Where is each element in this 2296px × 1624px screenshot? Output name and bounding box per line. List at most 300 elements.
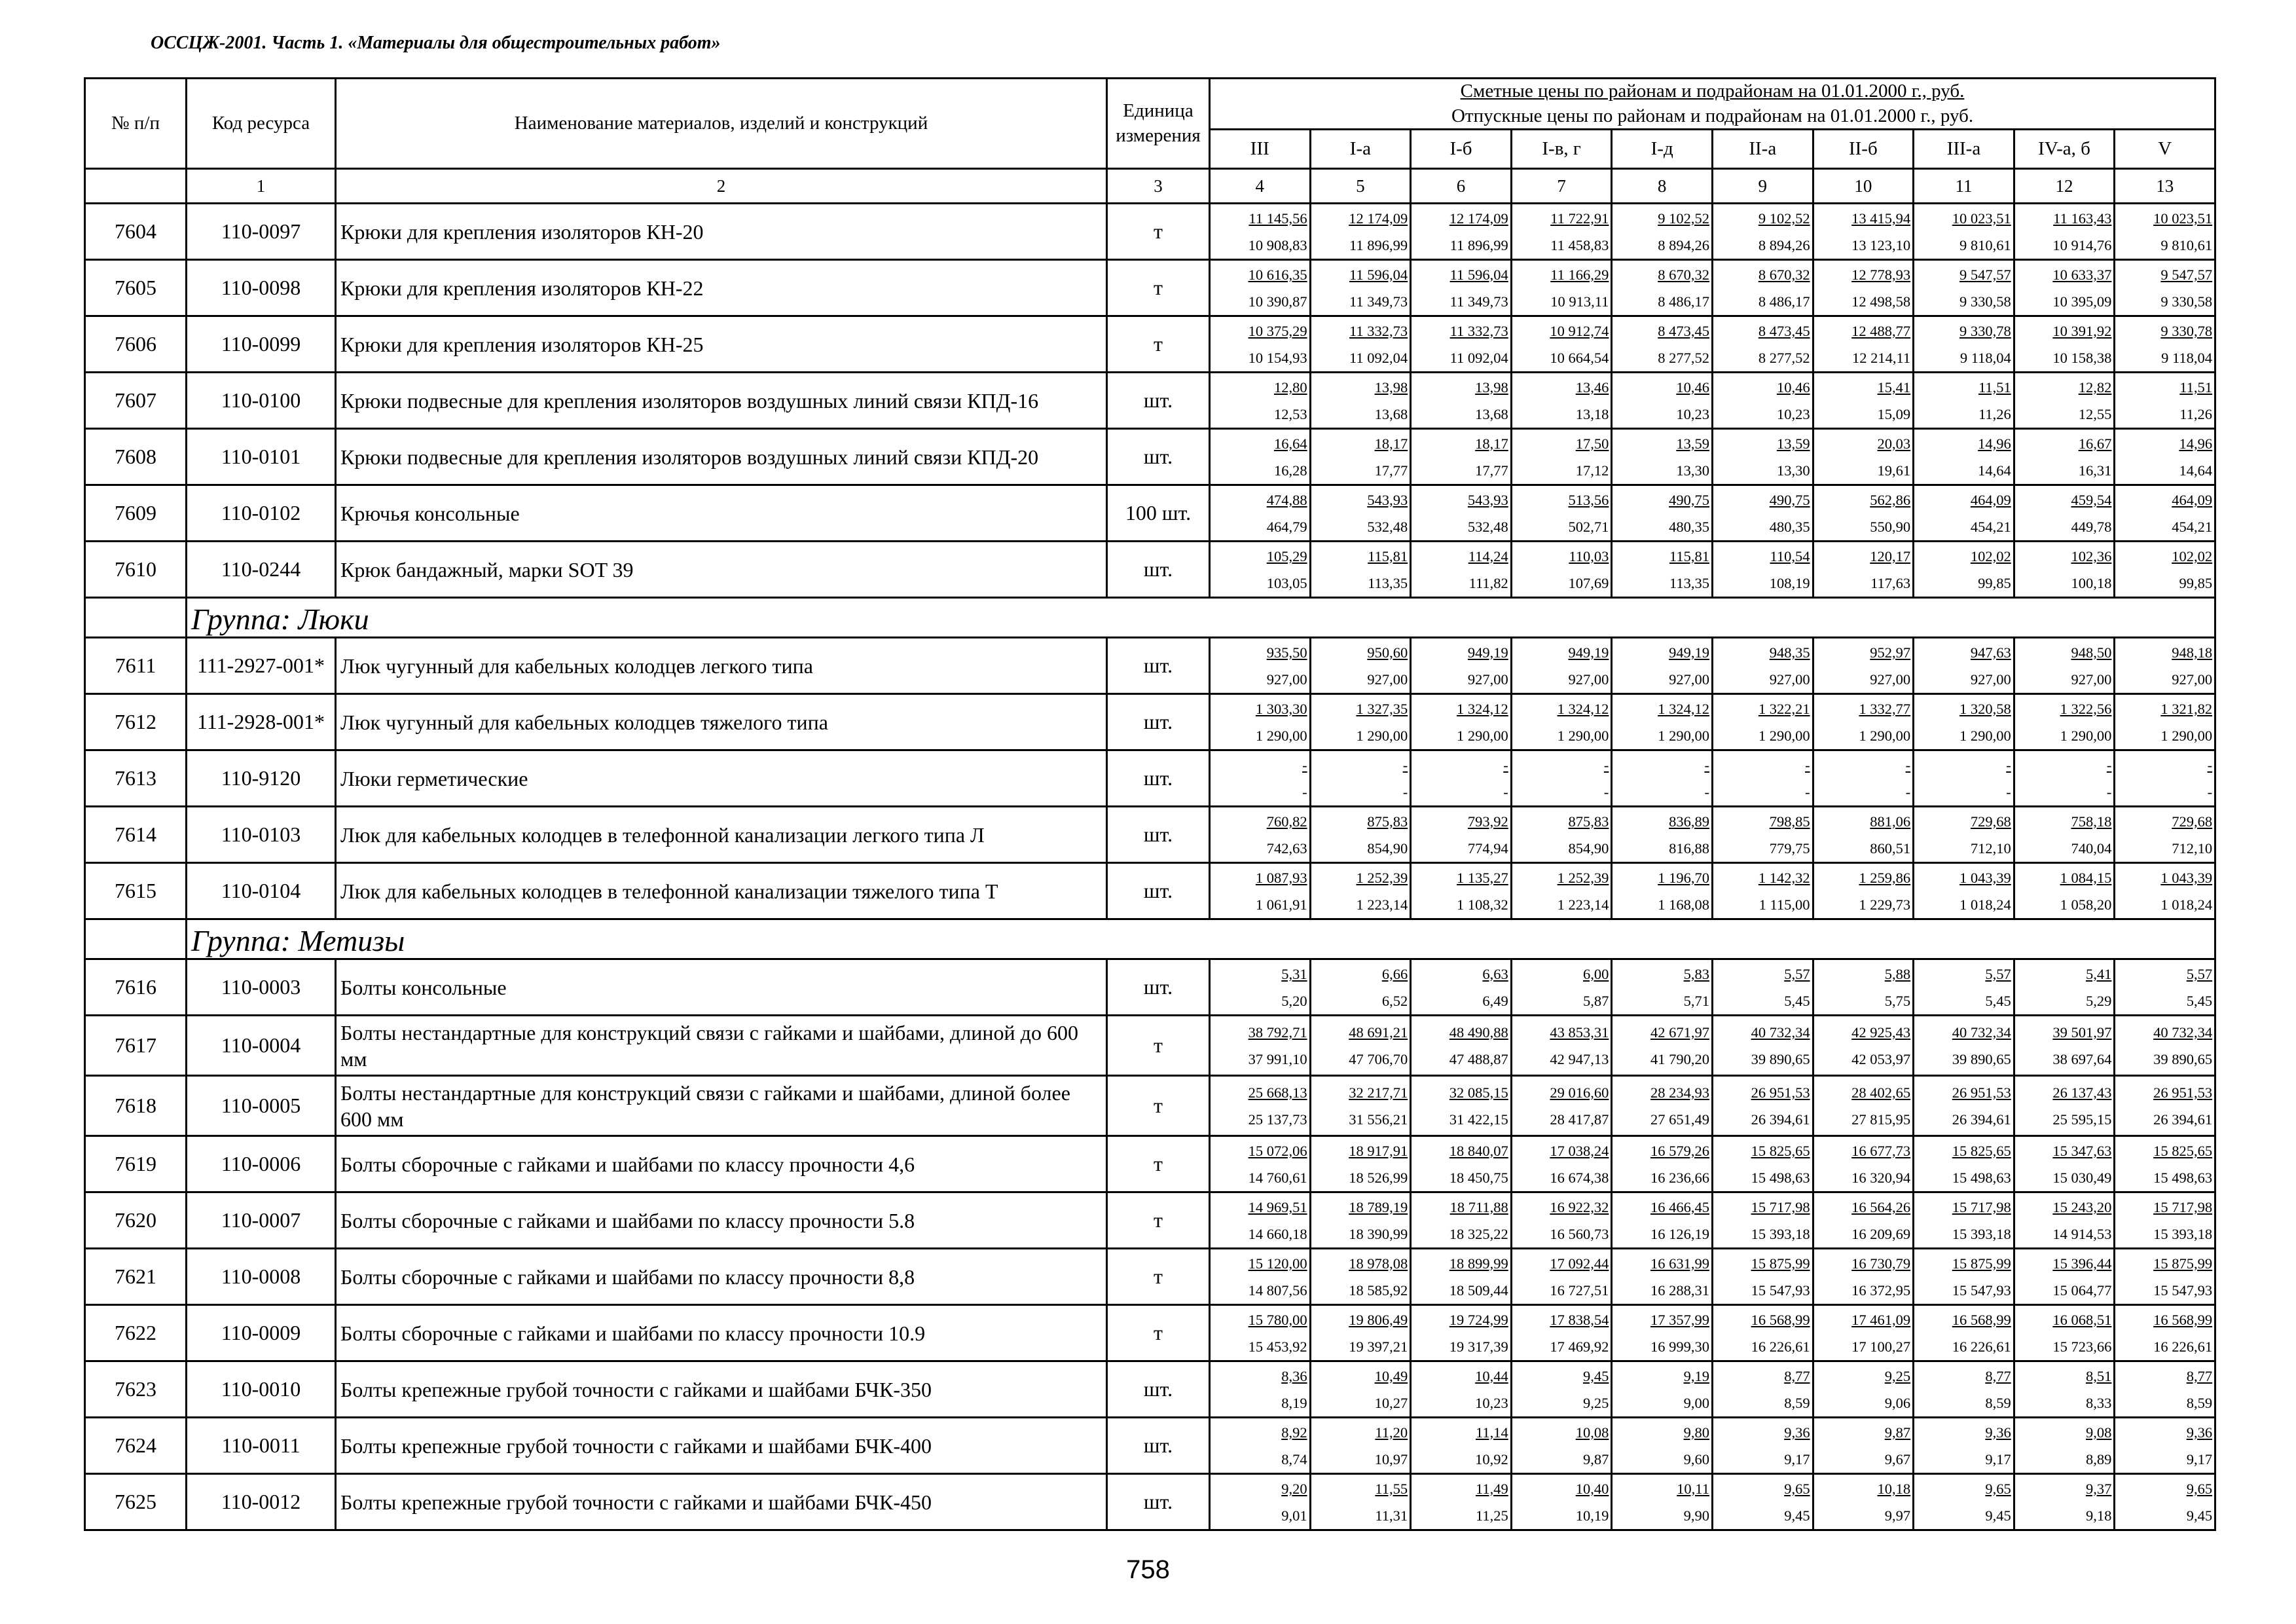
price-cell xyxy=(1511,807,1612,863)
price-cell xyxy=(1511,1361,1612,1418)
estimate-price: 15 120,00 xyxy=(1248,1255,1307,1272)
price-cell xyxy=(2014,1136,2115,1192)
release-price: 12 214,11 xyxy=(1851,349,1911,366)
price-cell xyxy=(1813,638,1914,694)
estimate-price: 15 396,44 xyxy=(2052,1255,2112,1272)
estimate-price: 543,93 xyxy=(1467,491,1508,508)
release-price: 927,00 xyxy=(1266,671,1307,688)
estimate-price: 26 951,53 xyxy=(1751,1084,1810,1101)
estimate-price: 102,36 xyxy=(2071,547,2112,564)
price-cell xyxy=(2115,1076,2215,1136)
unit: т xyxy=(1107,1192,1210,1249)
table-row xyxy=(85,959,2215,1016)
column-number: 13 xyxy=(2115,169,2215,204)
price-cell xyxy=(1210,807,1311,863)
release-price: 17 469,92 xyxy=(1550,1338,1609,1355)
estimate-price: 1 322,56 xyxy=(2060,700,2112,717)
estimate-price: 10,46 xyxy=(1676,378,1709,396)
material-name: Люк для кабельных колодцев в телефонной канализации легкого типа Л xyxy=(336,807,1107,863)
estimate-price: 16,67 xyxy=(2078,435,2112,452)
release-price: 18 585,92 xyxy=(1349,1282,1408,1299)
price-cell xyxy=(2115,1136,2215,1192)
release-price: 117,63 xyxy=(1870,574,1911,591)
unit: шт. xyxy=(1107,638,1210,694)
estimate-price: 15 347,63 xyxy=(2052,1142,2112,1159)
price-cell xyxy=(1210,316,1311,373)
release-price: 1 223,14 xyxy=(1557,896,1609,913)
estimate-price: 5,57 xyxy=(1784,965,1810,982)
release-price: 18 390,99 xyxy=(1349,1225,1408,1242)
release-price: 927,00 xyxy=(1367,671,1408,688)
estimate-price: 28 234,93 xyxy=(1650,1084,1709,1101)
release-price: 8,59 xyxy=(2186,1394,2213,1411)
release-price: 1 290,00 xyxy=(2160,727,2213,744)
release-price: 12 498,58 xyxy=(1851,293,1911,310)
estimate-price: 562,86 xyxy=(1870,491,1911,508)
release-price: 15 498,63 xyxy=(2153,1169,2213,1186)
release-price: 9 810,61 xyxy=(1959,236,2011,253)
release-price: 99,85 xyxy=(2179,574,2213,591)
release-price: 532,48 xyxy=(1467,518,1508,535)
price-cell xyxy=(1813,1361,1914,1418)
resource-code: 110-0004 xyxy=(187,1016,336,1076)
price-cell xyxy=(2014,1474,2115,1530)
price-cell xyxy=(1210,1136,1311,1192)
table-row xyxy=(85,1361,2215,1418)
estimate-price: 9,36 xyxy=(1985,1424,2011,1441)
price-cell xyxy=(1310,485,1411,542)
price-cell xyxy=(1310,204,1411,260)
release-price: 39 890,65 xyxy=(1952,1050,2011,1067)
price-cell xyxy=(1310,373,1411,429)
release-price: 27 815,95 xyxy=(1851,1111,1911,1128)
price-cell xyxy=(1511,316,1612,373)
estimate-price: 19 806,49 xyxy=(1349,1311,1408,1328)
price-cell xyxy=(2115,204,2215,260)
estimate-price: 19 724,99 xyxy=(1449,1311,1508,1328)
price-cell xyxy=(1712,694,1813,750)
release-price: 41 790,20 xyxy=(1650,1050,1709,1067)
group-title: Группа: Метизы xyxy=(187,919,2215,959)
release-price: 13,68 xyxy=(1475,405,1508,422)
price-cell xyxy=(1411,1136,1512,1192)
estimate-price: 11 332,73 xyxy=(1349,322,1408,339)
release-price: 9,18 xyxy=(2085,1507,2112,1524)
release-price: 13,68 xyxy=(1374,405,1408,422)
price-cell xyxy=(1310,807,1411,863)
estimate-price: 26 137,43 xyxy=(2052,1084,2112,1101)
price-cell xyxy=(2014,1192,2115,1249)
estimate-price: 15 825,65 xyxy=(1952,1142,2011,1159)
price-cell xyxy=(2014,863,2115,919)
release-price: 1 058,20 xyxy=(2060,896,2112,913)
release-price: 10 390,87 xyxy=(1248,293,1307,310)
unit: т xyxy=(1107,260,1210,316)
release-price: 10,23 xyxy=(1776,405,1810,422)
release-price: 12,55 xyxy=(2078,405,2112,422)
price-cell xyxy=(2014,1418,2115,1474)
resource-code: 110-0104 xyxy=(187,863,336,919)
estimate-price: 12 488,77 xyxy=(1851,322,1911,339)
estimate-price: 948,50 xyxy=(2071,644,2112,661)
release-price: 1 290,00 xyxy=(1557,727,1609,744)
price-cell xyxy=(1813,807,1914,863)
estimate-price: 40 732,34 xyxy=(2153,1024,2213,1041)
release-price: - xyxy=(1905,783,1911,800)
price-cell xyxy=(1411,485,1512,542)
release-price: 11 458,83 xyxy=(1550,236,1609,253)
release-price: 5,75 xyxy=(1884,992,1911,1009)
table-row xyxy=(85,1192,2215,1249)
estimate-price: 9,19 xyxy=(1683,1367,1709,1384)
estimate-price: 464,09 xyxy=(1970,491,2011,508)
region-header: II-б xyxy=(1813,130,1914,169)
region-header: I-б xyxy=(1411,130,1512,169)
estimate-price: 17,50 xyxy=(1575,435,1609,452)
estimate-price: 32 217,71 xyxy=(1349,1084,1408,1101)
release-price: 26 394,61 xyxy=(1751,1111,1810,1128)
release-price: 15 547,93 xyxy=(1751,1282,1810,1299)
estimate-price: - xyxy=(1603,756,1609,773)
release-price: 9,01 xyxy=(1281,1507,1307,1524)
price-cell xyxy=(1813,750,1914,807)
estimate-price: 18 978,08 xyxy=(1349,1255,1408,1272)
release-price: 712,10 xyxy=(1970,840,2011,857)
release-price: 108,19 xyxy=(1769,574,1810,591)
price-cell xyxy=(1310,863,1411,919)
estimate-price: 9 330,78 xyxy=(1959,322,2011,339)
estimate-price: 9,37 xyxy=(2085,1480,2112,1497)
row-number: 7624 xyxy=(85,1418,187,1474)
price-cell xyxy=(1712,807,1813,863)
price-cell xyxy=(2014,429,2115,485)
price-cell xyxy=(1411,204,1512,260)
release-price: 39 890,65 xyxy=(2153,1050,2213,1067)
price-cell xyxy=(1712,260,1813,316)
release-price: 47 706,70 xyxy=(1349,1050,1408,1067)
estimate-price: 8 670,32 xyxy=(1658,266,1709,283)
estimate-price: 1 259,86 xyxy=(1859,869,1911,886)
estimate-price: 1 324,12 xyxy=(1457,700,1508,717)
release-price: 9,45 xyxy=(2186,1507,2213,1524)
estimate-price: 15 875,99 xyxy=(1952,1255,2011,1272)
release-price: 6,49 xyxy=(1482,992,1508,1009)
estimate-price: 6,00 xyxy=(1583,965,1609,982)
row-number: 7616 xyxy=(85,959,187,1016)
release-price: 15 393,18 xyxy=(1952,1225,2011,1242)
price-cell xyxy=(2115,1192,2215,1249)
release-price: 15 030,49 xyxy=(2052,1169,2112,1186)
release-price: 42 053,97 xyxy=(1851,1050,1911,1067)
column-number: 1 xyxy=(187,169,336,204)
price-cell xyxy=(2115,959,2215,1016)
release-price: 99,85 xyxy=(1978,574,2011,591)
price-cell xyxy=(1511,750,1612,807)
document-header: ОССЦЖ-2001. Часть 1. «Материалы для общестроительных работ» xyxy=(151,33,721,53)
estimate-price: 8,77 xyxy=(1985,1367,2011,1384)
price-cell xyxy=(1210,429,1311,485)
price-cell xyxy=(1612,542,1713,598)
price-cell xyxy=(1813,429,1914,485)
release-price: 14 807,56 xyxy=(1248,1282,1307,1299)
estimate-price: 5,88 xyxy=(1884,965,1911,982)
price-cell xyxy=(1511,1249,1612,1305)
release-price: 10 664,54 xyxy=(1550,349,1609,366)
estimate-price: 110,03 xyxy=(1569,547,1609,564)
group-row xyxy=(85,598,2215,638)
estimate-price: 1 084,15 xyxy=(2060,869,2112,886)
header-name: Наименование материалов, изделий и конструкций xyxy=(336,79,1107,169)
price-cell xyxy=(1612,1016,1713,1076)
price-cell xyxy=(1712,1305,1813,1361)
release-price: 25 595,15 xyxy=(2052,1111,2112,1128)
price-cell xyxy=(1712,485,1813,542)
estimate-price: 16 677,73 xyxy=(1851,1142,1911,1159)
release-price: 927,00 xyxy=(1970,671,2011,688)
estimate-price: 9,65 xyxy=(2186,1480,2213,1497)
material-name: Люк для кабельных колодцев в телефонной канализации тяжелого типа Т xyxy=(336,863,1107,919)
price-cell xyxy=(1612,1361,1713,1418)
price-cell xyxy=(1511,1016,1612,1076)
release-price: 16 209,69 xyxy=(1851,1225,1911,1242)
material-name: Болты консольные xyxy=(336,959,1107,1016)
release-price: 10 158,38 xyxy=(2052,349,2112,366)
price-cell xyxy=(1712,542,1813,598)
release-price: 15 498,63 xyxy=(1751,1169,1810,1186)
price-cell xyxy=(1813,1076,1914,1136)
price-cell xyxy=(1411,429,1512,485)
price-cell xyxy=(1914,959,2014,1016)
estimate-price: 949,19 xyxy=(1568,644,1609,661)
estimate-price: 798,85 xyxy=(1769,813,1810,830)
row-number: 7622 xyxy=(85,1305,187,1361)
price-cell xyxy=(2115,1361,2215,1418)
price-cell xyxy=(2115,750,2215,807)
estimate-price: 5,31 xyxy=(1281,965,1307,982)
price-cell xyxy=(1210,694,1311,750)
price-cell xyxy=(1914,429,2014,485)
release-price: 18 526,99 xyxy=(1349,1169,1408,1186)
table-row xyxy=(85,204,2215,260)
unit: шт. xyxy=(1107,750,1210,807)
estimate-price: 729,68 xyxy=(1970,813,2011,830)
price-cell xyxy=(1712,1016,1813,1076)
release-price: 816,88 xyxy=(1669,840,1709,857)
price-cell xyxy=(1914,1305,2014,1361)
release-price: 1 061,91 xyxy=(1255,896,1307,913)
price-cell xyxy=(1914,1418,2014,1474)
price-cell xyxy=(2115,316,2215,373)
material-name: Болты нестандартные для конструкций связи с гайками и шайбами, длиной более 600 мм xyxy=(336,1076,1107,1136)
price-cell xyxy=(1712,638,1813,694)
price-cell xyxy=(1210,1016,1311,1076)
price-cell xyxy=(1511,204,1612,260)
row-number: 7612 xyxy=(85,694,187,750)
table-row xyxy=(85,1136,2215,1192)
unit: шт. xyxy=(1107,863,1210,919)
price-cell xyxy=(1914,694,2014,750)
release-price: - xyxy=(2207,783,2213,800)
row-number: 7621 xyxy=(85,1249,187,1305)
price-cell xyxy=(2115,638,2215,694)
release-price: 16 999,30 xyxy=(1650,1338,1709,1355)
estimate-price: 17 038,24 xyxy=(1550,1142,1609,1159)
price-cell xyxy=(2115,863,2215,919)
price-cell xyxy=(1914,807,2014,863)
release-price: 13 123,10 xyxy=(1851,236,1911,253)
release-price: 927,00 xyxy=(1669,671,1709,688)
price-cell xyxy=(1411,1474,1512,1530)
release-price: 502,71 xyxy=(1568,518,1609,535)
price-cell xyxy=(1210,542,1311,598)
release-price: 15 064,77 xyxy=(2052,1282,2112,1299)
release-price: 1 290,00 xyxy=(1255,727,1307,744)
release-price: 8 486,17 xyxy=(1658,293,1709,310)
price-cell xyxy=(1612,373,1713,429)
estimate-price: 28 402,65 xyxy=(1851,1084,1911,1101)
estimate-price: 1 252,39 xyxy=(1356,869,1408,886)
price-cell xyxy=(1411,1016,1512,1076)
price-cell xyxy=(1210,1249,1311,1305)
price-cell xyxy=(1813,863,1914,919)
group-spacer xyxy=(85,919,187,959)
estimate-price: 10 023,51 xyxy=(2153,210,2213,227)
estimate-price: 9 547,57 xyxy=(2160,266,2213,283)
material-name: Болты крепежные грубой точности с гайками и шайбами БЧК-350 xyxy=(336,1361,1107,1418)
price-cell xyxy=(1612,1418,1713,1474)
release-price: 8,59 xyxy=(1985,1394,2011,1411)
table-row xyxy=(85,638,2215,694)
release-price: 464,79 xyxy=(1266,518,1307,535)
group-spacer xyxy=(85,598,187,638)
estimate-price: 18,17 xyxy=(1475,435,1508,452)
column-number: 7 xyxy=(1511,169,1612,204)
price-cell xyxy=(2014,316,2115,373)
price-cell xyxy=(1914,750,2014,807)
resource-code: 110-0099 xyxy=(187,316,336,373)
estimate-price: 13,98 xyxy=(1475,378,1508,396)
unit: т xyxy=(1107,1076,1210,1136)
column-number: 4 xyxy=(1210,169,1311,204)
price-cell xyxy=(1411,1305,1512,1361)
prices-estimate-title: Сметные цены по районам и подрайонам на 01.01.2000 г., руб. xyxy=(1460,81,1965,101)
price-cell xyxy=(1712,1418,1813,1474)
estimate-price: 114,24 xyxy=(1468,547,1508,564)
release-price: 14,64 xyxy=(2179,462,2213,479)
estimate-price: 9,65 xyxy=(1985,1480,2011,1497)
estimate-price: 48 490,88 xyxy=(1449,1024,1508,1041)
release-price: 454,21 xyxy=(1970,518,2011,535)
resource-code: 110-0006 xyxy=(187,1136,336,1192)
release-price: 9,67 xyxy=(1884,1450,1911,1467)
material-name: Крюки для крепления изоляторов КН-20 xyxy=(336,204,1107,260)
estimate-price: 11 163,43 xyxy=(2053,210,2112,227)
price-cell xyxy=(1511,638,1612,694)
row-number: 7608 xyxy=(85,429,187,485)
row-number: 7607 xyxy=(85,373,187,429)
release-price: 480,35 xyxy=(1669,518,1709,535)
table-row xyxy=(85,807,2215,863)
estimate-price: 102,02 xyxy=(2172,547,2213,564)
price-cell xyxy=(2014,485,2115,542)
price-cell xyxy=(2014,1361,2115,1418)
estimate-price: 1 324,12 xyxy=(1658,700,1709,717)
price-cell xyxy=(1914,1136,2014,1192)
unit: т xyxy=(1107,1305,1210,1361)
price-cell xyxy=(1310,1305,1411,1361)
estimate-price: 1 135,27 xyxy=(1457,869,1508,886)
estimate-price: 5,41 xyxy=(2085,965,2112,982)
price-cell xyxy=(1310,429,1411,485)
estimate-price: 1 327,35 xyxy=(1356,700,1408,717)
resource-code: 110-0008 xyxy=(187,1249,336,1305)
release-price: 8 277,52 xyxy=(1658,349,1709,366)
release-price: 18 325,22 xyxy=(1449,1225,1508,1242)
estimate-price: 9,45 xyxy=(1583,1367,1609,1384)
estimate-price: 8 473,45 xyxy=(1658,322,1709,339)
release-price: 8,33 xyxy=(2085,1394,2112,1411)
estimate-price: 11,14 xyxy=(1475,1424,1508,1441)
estimate-price: - xyxy=(1302,756,1307,773)
price-cell xyxy=(1914,638,2014,694)
estimate-price: 11 596,04 xyxy=(1449,266,1508,283)
price-cell xyxy=(1411,694,1512,750)
release-price: 10,92 xyxy=(1475,1450,1508,1467)
price-cell xyxy=(1210,1076,1311,1136)
group-row xyxy=(85,919,2215,959)
price-cell xyxy=(1914,204,2014,260)
price-cell xyxy=(1411,750,1512,807)
table-row xyxy=(85,1076,2215,1136)
unit: т xyxy=(1107,204,1210,260)
release-price: 774,94 xyxy=(1467,840,1508,857)
price-cell xyxy=(2115,429,2215,485)
region-header: I-д xyxy=(1612,130,1713,169)
group-title: Группа: Люки xyxy=(187,598,2215,638)
unit: шт. xyxy=(1107,429,1210,485)
estimate-price: 12 174,09 xyxy=(1449,210,1508,227)
price-cell xyxy=(1712,1361,1813,1418)
row-number: 7604 xyxy=(85,204,187,260)
price-cell xyxy=(1612,750,1713,807)
release-price: 927,00 xyxy=(2071,671,2112,688)
table-body xyxy=(85,204,2215,1530)
release-price: 1 168,08 xyxy=(1658,896,1709,913)
estimate-price: 10 391,92 xyxy=(2052,322,2112,339)
price-cell xyxy=(1210,863,1311,919)
resource-code: 110-0005 xyxy=(187,1076,336,1136)
price-cell xyxy=(1310,638,1411,694)
release-price: - xyxy=(1402,783,1408,800)
price-cell xyxy=(2115,1418,2215,1474)
price-cell xyxy=(1914,1249,2014,1305)
estimate-price: 16 068,51 xyxy=(2052,1311,2112,1328)
release-price: 19 397,21 xyxy=(1349,1338,1408,1355)
release-price: 19 317,39 xyxy=(1449,1338,1508,1355)
price-cell xyxy=(1813,1418,1914,1474)
resource-code: 110-9120 xyxy=(187,750,336,807)
release-price: - xyxy=(1503,783,1508,800)
price-cell xyxy=(1411,959,1512,1016)
price-cell xyxy=(1310,1249,1411,1305)
price-cell xyxy=(1511,1418,1612,1474)
unit: шт. xyxy=(1107,373,1210,429)
resource-code: 110-0101 xyxy=(187,429,336,485)
price-cell xyxy=(1511,542,1612,598)
release-price: 1 290,00 xyxy=(1457,727,1508,744)
price-cell xyxy=(1210,204,1311,260)
table-row xyxy=(85,260,2215,316)
